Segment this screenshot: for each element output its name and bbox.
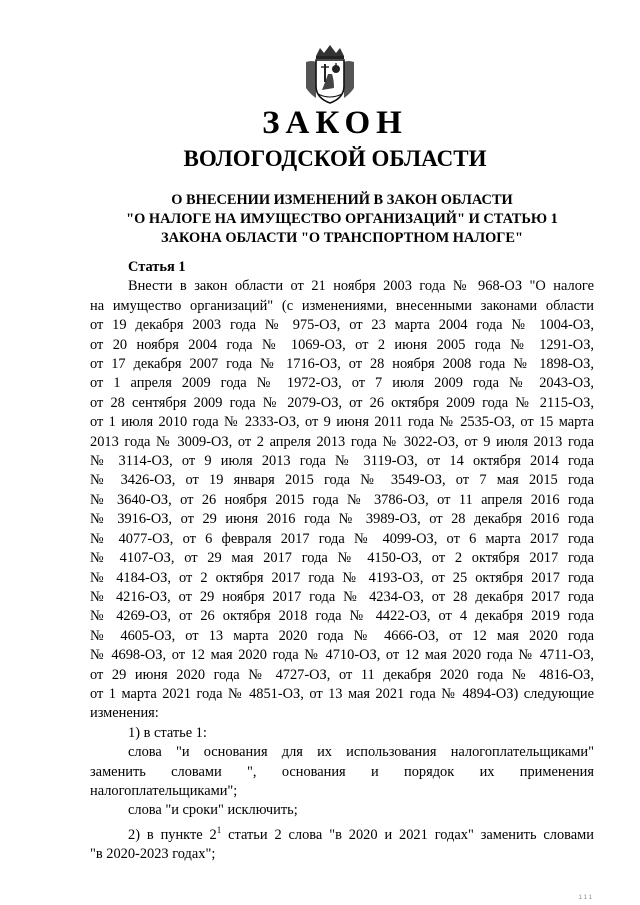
text-line: от 1 апреля 2009 года № 1972-ОЗ, от 7 июля 2009 года № 2043-ОЗ,	[90, 375, 594, 392]
item-2-after: статьи 2 слова "в 2020 и 2021 годах" заменить словами	[221, 826, 594, 843]
text-line: от 28 сентября 2009 года № 2079-ОЗ, от 26 октября 2009 года № 2115-ОЗ,	[90, 394, 594, 411]
subject-line: ЗАКОНА ОБЛАСТИ "О ТРАНСПОРТНОМ НАЛОГЕ"	[160, 230, 524, 246]
text-line: № 3114-ОЗ, от 9 июля 2013 года № 3119-ОЗ, от 14 октября 2014 года	[90, 453, 594, 470]
text-line: 2013 года № 3009-ОЗ, от 2 апреля 2013 года № 3022-ОЗ, от 9 июля 2013 года	[90, 433, 594, 450]
text-line: налогоплательщиками";	[90, 782, 238, 799]
text-line: "в 2020-2023 годах";	[90, 845, 216, 862]
text-line: № 4107-ОЗ, от 29 мая 2017 года № 4150-ОЗ, от 2 октября 2017 года	[90, 550, 594, 567]
text-line: № 3916-ОЗ, от 29 июня 2016 года № 3989-ОЗ, от 28 декабря 2016 года	[90, 511, 594, 528]
item-2-line	[90, 821, 594, 845]
coat-of-arms-icon	[304, 42, 356, 106]
text-line: от 17 декабря 2007 года № 1716-ОЗ, от 28 ноября 2008 года № 1898-ОЗ,	[90, 356, 594, 373]
text-line: от 19 декабря 2003 года № 975-ОЗ, от 23 марта 2004 года № 1004-ОЗ,	[90, 317, 594, 334]
subject-line: "О НАЛОГЕ НА ИМУЩЕСТВО ОРГАНИЗАЦИЙ" И СТАТЬЮ 1	[126, 211, 558, 227]
subject-line: О ВНЕСЕНИИ ИЗМЕНЕНИЙ В ЗАКОН ОБЛАСТИ	[171, 192, 513, 208]
text-line: № 4077-ОЗ, от 6 февраля 2017 года № 4099-ОЗ, от 6 марта 2017 года	[90, 530, 594, 547]
text-line: заменить словами ", основания и порядок их применения	[90, 763, 594, 780]
text-line: от 29 июня 2020 года № 4727-ОЗ, от 11 декабря 2020 года № 4816-ОЗ,	[90, 666, 594, 683]
text-line: Внести в закон области от 21 ноября 2003 года № 968-ОЗ "О налоге	[128, 278, 594, 295]
text-line: на имущество организаций" (с изменениями, внесенными законами области	[90, 297, 594, 314]
text-line: № 4184-ОЗ, от 2 октября 2017 года № 4193-ОЗ, от 25 октября 2017 года	[90, 569, 594, 586]
text-line: № 3426-ОЗ, от 19 января 2015 года № 3549-ОЗ, от 7 мая 2015 года	[90, 472, 594, 489]
text-line: слова "и основания для их использования налогоплательщиками"	[128, 744, 594, 761]
text-line: от 1 марта 2021 года № 4851-ОЗ, от 13 мая 2021 года № 4894-ОЗ) следующие	[90, 685, 594, 702]
item-2-before: 2) в пункте 2	[128, 826, 217, 843]
item-1-title: 1) в статье 1:	[128, 724, 207, 741]
footer-mark: 1 1 1	[578, 895, 592, 901]
text-line: № 3640-ОЗ, от 26 ноября 2015 года № 3786-ОЗ, от 11 апреля 2016 года	[90, 491, 594, 508]
text-line: от 1 июля 2010 года № 2333-ОЗ, от 9 июня 2011 года № 2535-ОЗ, от 15 марта	[90, 414, 594, 431]
text-line: изменения:	[90, 705, 159, 722]
text-line: № 4605-ОЗ, от 13 марта 2020 года № 4666-ОЗ, от 12 мая 2020 года	[90, 627, 594, 644]
text-line: № 4269-ОЗ, от 26 октября 2018 года № 4422-ОЗ, от 4 декабря 2019 года	[90, 608, 594, 625]
article-body	[90, 258, 594, 864]
item-2-superscript: 1	[216, 824, 222, 835]
text-line: № 4216-ОЗ, от 29 ноября 2017 года № 4234-ОЗ, от 28 декабря 2017 года	[90, 588, 594, 605]
item-1-delete: слова "и сроки" исключить;	[128, 802, 298, 819]
text-line: от 20 ноября 2004 года № 1069-ОЗ, от 2 июня 2005 года № 1291-ОЗ,	[90, 336, 594, 353]
region-title: ВОЛОГОДСКОЙ ОБЛАСТИ	[183, 146, 487, 171]
law-title: ЗАКОН	[262, 105, 408, 141]
article-heading: Статья 1	[128, 259, 186, 275]
law-subject	[90, 191, 594, 248]
text-line: № 4698-ОЗ, от 12 мая 2020 года № 4710-ОЗ, от 12 мая 2020 года № 4711-ОЗ,	[90, 647, 594, 664]
